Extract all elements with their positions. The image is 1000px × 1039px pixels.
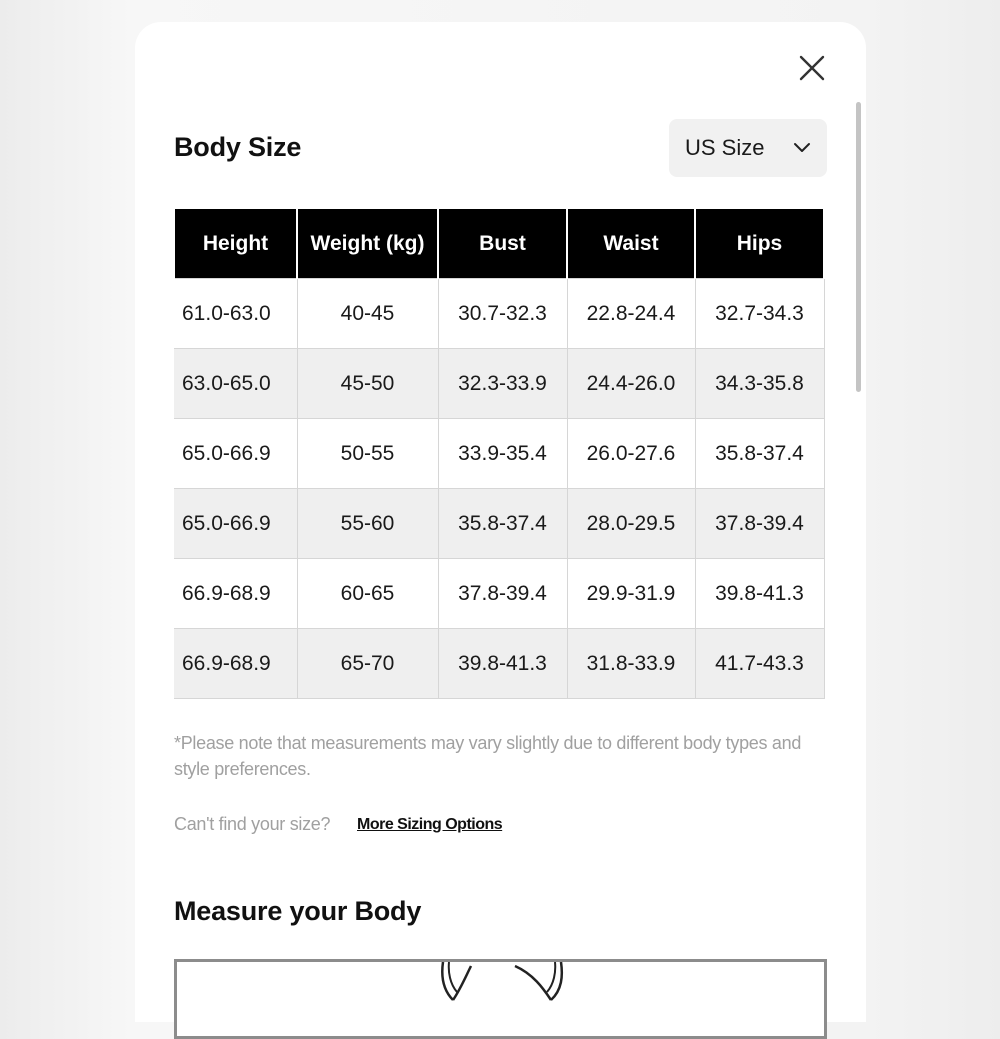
table-row — [174, 489, 824, 559]
table-cell: 22.8-24.4 — [567, 279, 695, 349]
size-guide-modal — [135, 22, 866, 1022]
table-cell: 33.9-35.4 — [438, 419, 567, 489]
table-cell: 26.0-27.6 — [567, 419, 695, 489]
table-header-row — [174, 209, 824, 279]
table-row — [174, 629, 824, 699]
column-header: Waist — [567, 209, 695, 279]
scrollbar[interactable] — [856, 102, 861, 392]
size-unit-select[interactable] — [669, 119, 827, 177]
table-cell: 45-50 — [297, 349, 438, 419]
table-cell: 32.7-34.3 — [695, 279, 824, 349]
table-cell: 66.9-68.9 — [174, 559, 297, 629]
table-row — [174, 349, 824, 419]
body-outline-illustration — [177, 962, 824, 1036]
table-cell: 55-60 — [297, 489, 438, 559]
more-sizing-options-link[interactable]: More Sizing Options — [357, 816, 503, 833]
table-cell: 40-45 — [297, 279, 438, 349]
table-cell: 32.3-33.9 — [438, 349, 567, 419]
column-header: Hips — [695, 209, 824, 279]
table-cell: 39.8-41.3 — [438, 629, 567, 699]
column-header: Weight (kg) — [297, 209, 438, 279]
table-row — [174, 559, 824, 629]
table-cell: 50-55 — [297, 419, 438, 489]
size-chart-table — [173, 209, 825, 699]
measure-diagram — [174, 959, 827, 1039]
table-cell: 60-65 — [297, 559, 438, 629]
measurement-note: *Please note that measurements may vary slightly due to different body types and style preferences. — [174, 733, 802, 779]
close-icon — [799, 55, 825, 81]
table-cell: 24.4-26.0 — [567, 349, 695, 419]
column-header: Height — [174, 209, 297, 279]
table-cell: 65.0-66.9 — [174, 419, 297, 489]
table-cell: 37.8-39.4 — [695, 489, 824, 559]
table-row — [174, 419, 824, 489]
cant-find-size-text: Can't find your size? — [174, 814, 331, 834]
chevron-down-icon — [793, 142, 811, 154]
table-cell: 65-70 — [297, 629, 438, 699]
measure-section-title: Measure your Body — [174, 896, 422, 926]
table-cell: 31.8-33.9 — [567, 629, 695, 699]
close-button[interactable] — [795, 51, 829, 85]
table-cell: 28.0-29.5 — [567, 489, 695, 559]
page-title: Body Size — [174, 132, 302, 162]
table-cell: 30.7-32.3 — [438, 279, 567, 349]
table-cell: 41.7-43.3 — [695, 629, 824, 699]
table-cell: 29.9-31.9 — [567, 559, 695, 629]
size-unit-value: US Size — [685, 135, 765, 160]
table-cell: 35.8-37.4 — [695, 419, 824, 489]
table-cell: 34.3-35.8 — [695, 349, 824, 419]
column-header: Bust — [438, 209, 567, 279]
table-cell: 61.0-63.0 — [174, 279, 297, 349]
table-cell: 39.8-41.3 — [695, 559, 824, 629]
table-cell: 66.9-68.9 — [174, 629, 297, 699]
table-row — [174, 279, 824, 349]
table-cell: 63.0-65.0 — [174, 349, 297, 419]
table-cell: 35.8-37.4 — [438, 489, 567, 559]
table-cell: 65.0-66.9 — [174, 489, 297, 559]
table-cell: 37.8-39.4 — [438, 559, 567, 629]
